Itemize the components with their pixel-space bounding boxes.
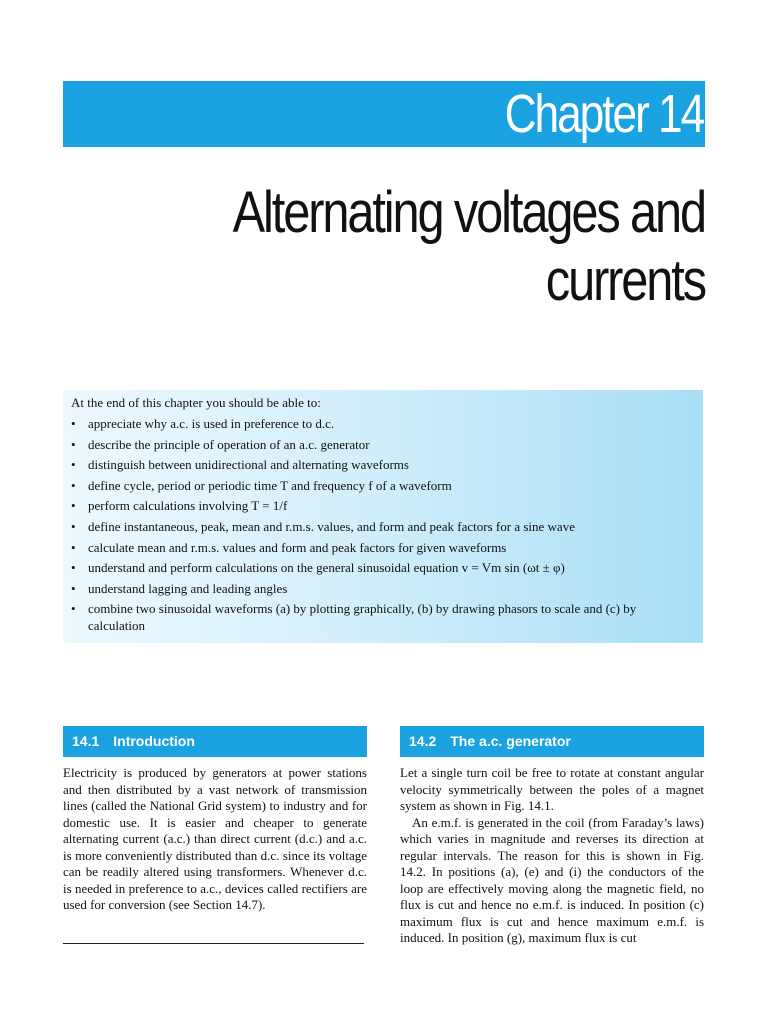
- chapter-banner: [63, 81, 705, 147]
- section-number: 14.1: [72, 733, 100, 749]
- introduction-body: [63, 765, 367, 914]
- footnote-rule: [63, 943, 364, 944]
- bullet-icon: •: [71, 560, 76, 576]
- objective-item: • distinguish between unidirectional and alternating waveforms: [71, 457, 409, 473]
- section-heading-introduction: [63, 726, 367, 757]
- section-number: 14.2: [409, 733, 437, 749]
- objectives-list: [71, 415, 695, 634]
- objectives-intro: At the end of this chapter you should be able to:: [71, 395, 321, 410]
- bullet-icon: •: [71, 498, 76, 514]
- objective-item: • define cycle, period or periodic time T and frequency f of a waveform: [71, 477, 452, 493]
- chapter-title-line-1: Alternating voltages and: [232, 180, 705, 245]
- body-paragraph: Let a single turn coil be free to rotate at constant angular velocity symmetrically between the poles of a magnet system as shown in Fig. 14.1.: [400, 765, 704, 813]
- bullet-icon: •: [71, 436, 76, 452]
- objective-item: • combine two sinusoidal waveforms (a) by plotting graphically, (b) by drawing phasors to scale and (c) by calculation: [71, 601, 637, 634]
- section-title: The a.c. generator: [450, 733, 571, 749]
- body-paragraph: An e.m.f. is generated in the coil (from Faraday’s laws) which varies in magnitude and reverses its direction at regular intervals. The reason for this is shown in Fig. 14.2. In positions (a), (e) and (i) the conductors of the loop are effectively moving along the magnetic field, no flux is cut and hence no e.m.f. is induced. In position (c) maximum flux is cut and hence maximum e.m.f. is induced. In position (g), maximum flux is cut: [400, 814, 704, 945]
- body-paragraph: Electricity is produced by generators at power stations and then distributed by a vast network of transmission lines (called the National Grid system) to industry and for domestic use. It is easier and cheaper to generate alternating current (a.c.) than direct current (d.c.) and a.c. is more conveniently distributed than d.c. since its voltage can be readily altered using transformers. Whenever d.c. is needed in preference to a.c., devices called rectifiers are used for conversion (see Section 14.7).: [63, 765, 367, 912]
- learning-objectives-box: [63, 390, 703, 643]
- objective-item: • describe the principle of operation of an a.c. generator: [71, 436, 370, 452]
- objective-item: • understand and perform calculations on the general sinusoidal equation v = Vm sin (ωt ± φ): [71, 560, 565, 576]
- bullet-icon: •: [71, 457, 76, 473]
- chapter-label: Chapter 14: [504, 84, 703, 144]
- bullet-icon: •: [71, 539, 76, 555]
- bullet-icon: •: [71, 518, 76, 534]
- section-title: Introduction: [113, 733, 195, 749]
- objective-item: • appreciate why a.c. is used in preference to d.c.: [71, 416, 335, 431]
- objective-item: • understand lagging and leading angles: [71, 580, 288, 596]
- chapter-title-line-2: currents: [545, 248, 705, 313]
- chapter-title: [45, 179, 705, 315]
- section-heading-ac-generator: [400, 726, 704, 757]
- bullet-icon: •: [71, 580, 76, 596]
- bullet-icon: •: [71, 416, 76, 431]
- objective-item: • perform calculations involving T = 1/f: [71, 498, 288, 514]
- bullet-icon: •: [71, 601, 76, 617]
- bullet-icon: •: [71, 477, 76, 493]
- objective-item: • define instantaneous, peak, mean and r.m.s. values, and form and peak factors for a sine wave: [71, 518, 575, 534]
- ac-generator-body: [400, 765, 704, 947]
- objective-item: • calculate mean and r.m.s. values and form and peak factors for given waveforms: [71, 539, 507, 555]
